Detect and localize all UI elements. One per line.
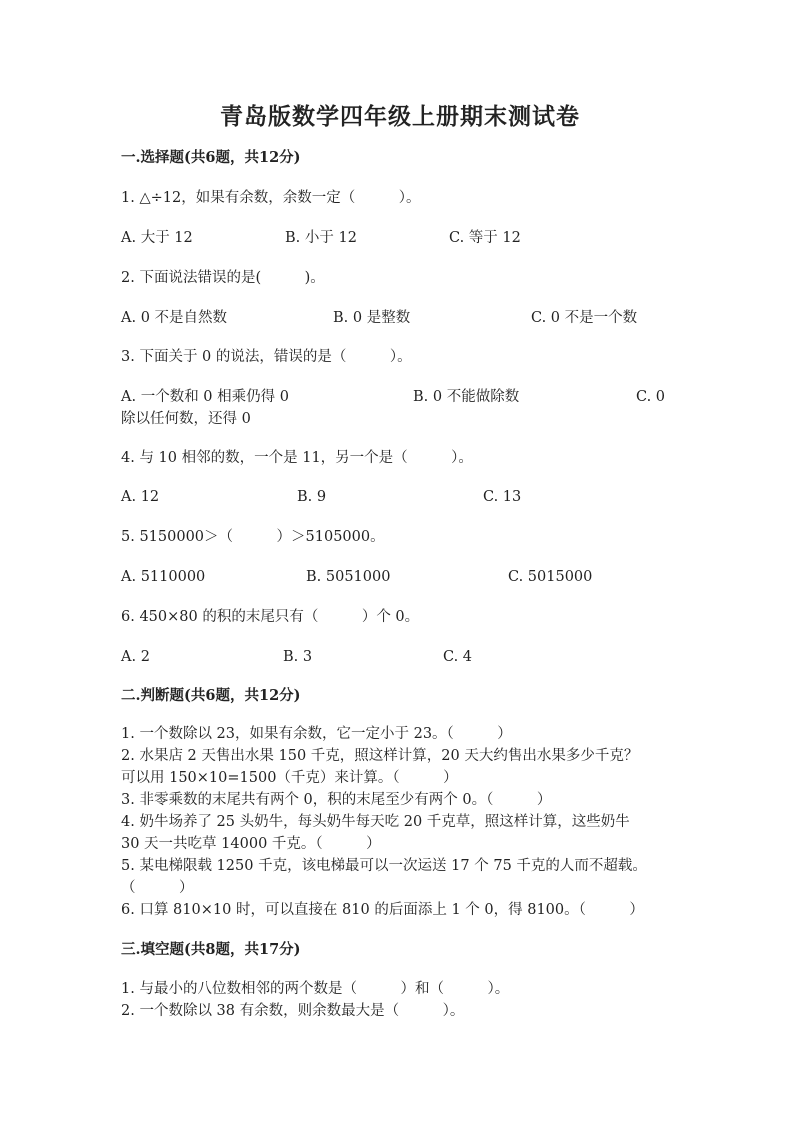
judgement-line: 5. 某电梯限载 1250 千克，该电梯最可以一次运送 17 个 75 千克的人而不超载。	[121, 858, 647, 874]
judgement-line: （ ）	[121, 880, 194, 896]
question-stem: 5. 5150000＞（ ）＞5105000。	[121, 529, 385, 545]
option-a: A. 一个数和 0 相乘仍得 0	[121, 389, 289, 405]
question-stem: 4. 与 10 相邻的数，一个是 11，另一个是（ ）。	[121, 450, 473, 466]
section-heading-judgement: 二.判断题(共6题，共12分)	[121, 687, 301, 704]
option-a: A. 12	[121, 489, 160, 505]
judgement-line: 3. 非零乘数的末尾共有两个 0，积的末尾至少有两个 0。（ ）	[121, 792, 552, 808]
judgement-line: 4. 奶牛场养了 25 头奶牛，每头奶牛每天吃 20 千克草，照这样计算，这些奶牛	[121, 814, 630, 830]
option-c: C. 13	[483, 489, 522, 505]
option-b: B. 小于 12	[285, 230, 357, 246]
option-a: A. 大于 12	[121, 230, 193, 246]
option-c: C. 0	[636, 389, 666, 405]
option-c: C. 5015000	[508, 569, 593, 585]
option-a: A. 0 不是自然数	[121, 310, 228, 326]
question-stem: 1. △÷12，如果有余数，余数一定（ ）。	[121, 190, 421, 206]
judgement-line: 可以用 150×10=1500（千克）来计算。（ ）	[121, 770, 458, 786]
option-a: A. 2	[121, 649, 150, 665]
section-heading-choice: 一.选择题(共6题，共12分)	[121, 149, 301, 166]
option-b: B. 5051000	[306, 569, 391, 585]
judgement-line: 2. 水果店 2 天售出水果 150 千克，照这样计算，20 天大约售出水果多少千克？	[121, 748, 639, 764]
option-c: C. 4	[443, 649, 473, 665]
option-b: B. 0 不能做除数	[413, 389, 520, 405]
option-a: A. 5110000	[121, 569, 206, 585]
question-stem: 3. 下面关于 0 的说法，错误的是（ ）。	[121, 349, 412, 365]
option-c: C. 等于 12	[449, 230, 521, 246]
option-c-continued: 除以任何数，还得 0	[121, 411, 251, 427]
judgement-line: 6. 口算 810×10 时，可以直接在 810 的后面添上 1 个 0，得 8100。（ ）	[121, 902, 644, 918]
option-c: C. 0 不是一个数	[531, 310, 638, 326]
section-heading-fill-in: 三.填空题(共8题，共17分)	[121, 941, 301, 958]
option-b: B. 3	[283, 649, 313, 665]
judgement-line: 1. 一个数除以 23，如果有余数，它一定小于 23。（ ）	[121, 726, 512, 742]
question-stem: 6. 450×80 的积的末尾只有（ ）个 0。	[121, 609, 420, 625]
option-b: B. 0 是整数	[333, 310, 411, 326]
judgement-line: 30 天一共吃草 14000 千克。（ ）	[121, 836, 381, 852]
fill-in-line: 2. 一个数除以 38 有余数，则余数最大是（ ）。	[121, 1003, 465, 1019]
option-b: B. 9	[297, 489, 327, 505]
page-title: 青岛版数学四年级上册期末测试卷	[220, 103, 580, 130]
fill-in-line: 1. 与最小的八位数相邻的两个数是（ ）和（ ）。	[121, 981, 510, 997]
question-stem: 2. 下面说法错误的是( )。	[121, 270, 325, 286]
